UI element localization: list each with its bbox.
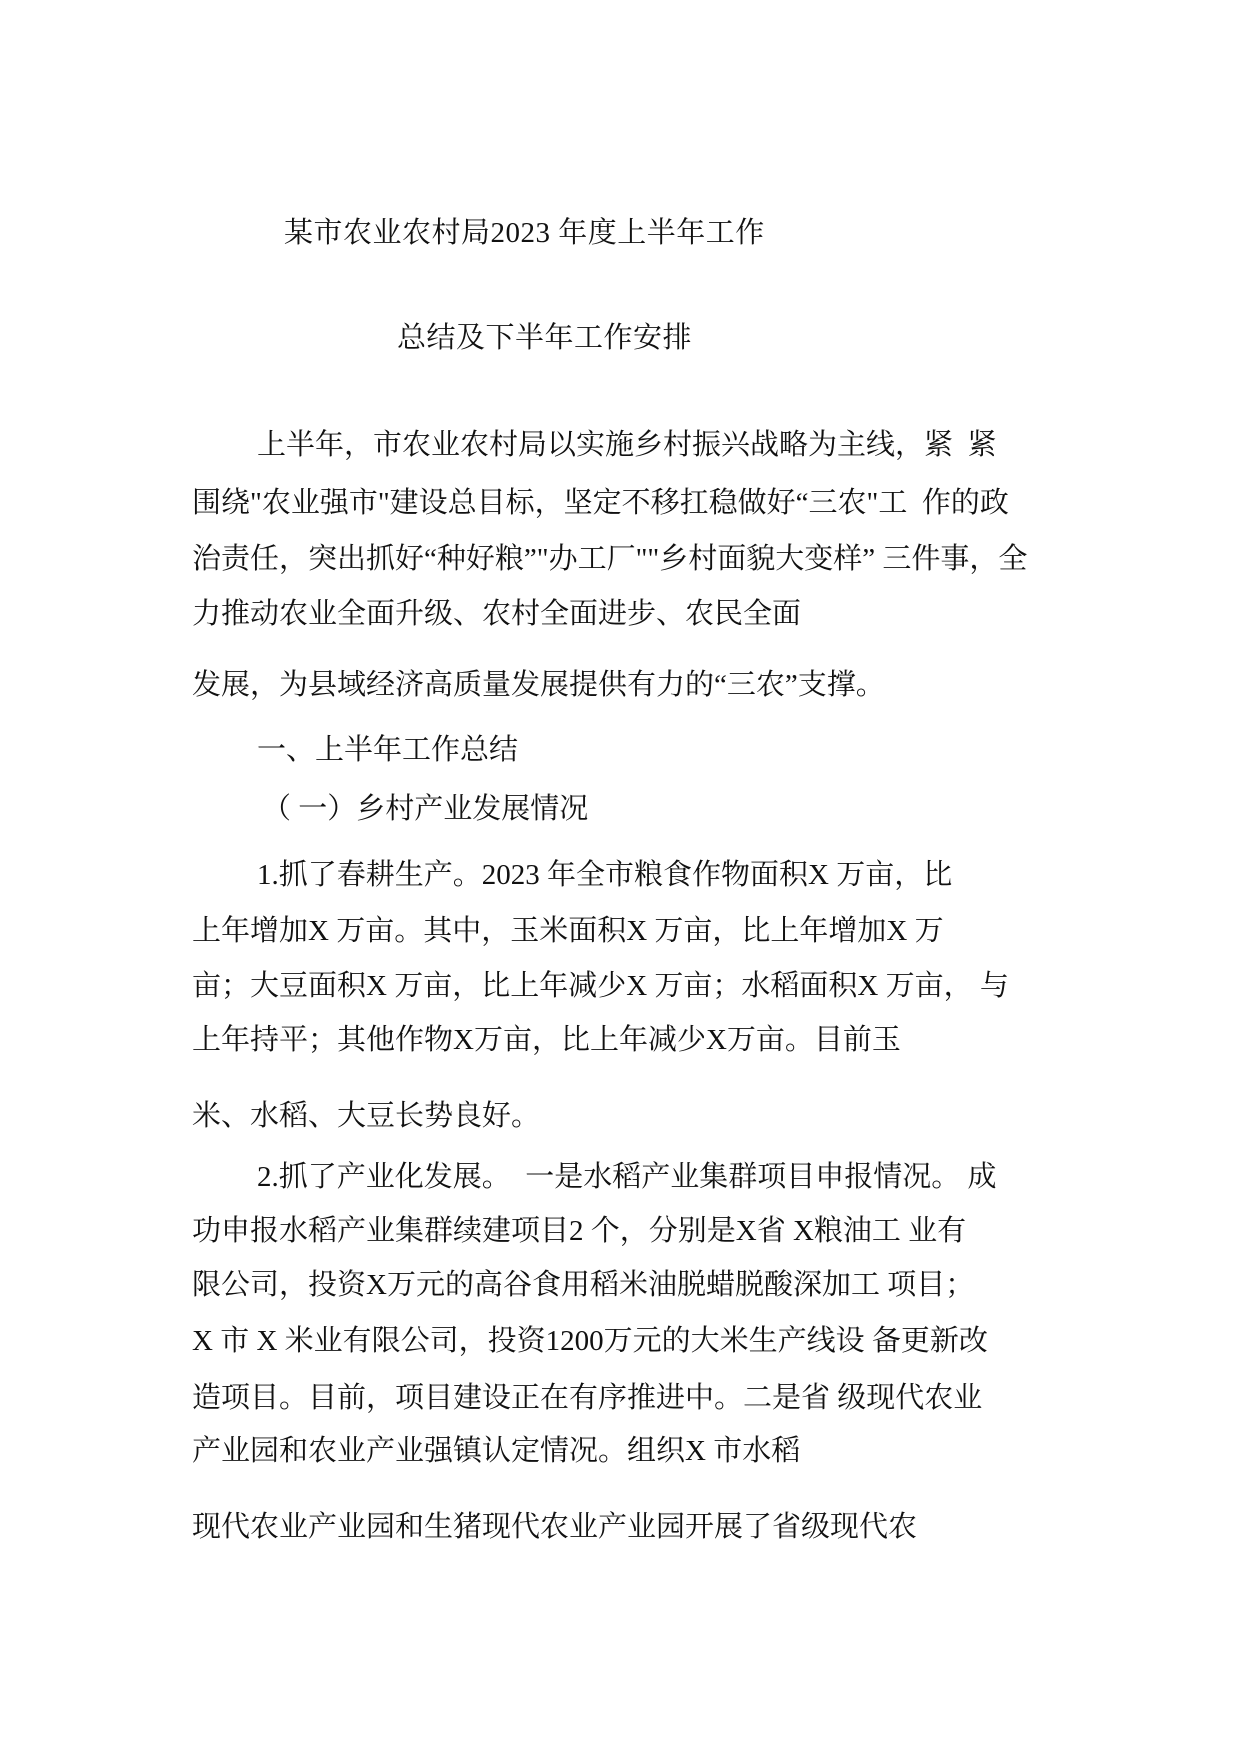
paragraph-line: X 市 X 米业有限公司，投资1200万元的大米生产线设 备更新改 — [192, 1325, 988, 1357]
paragraph-line: 围绕"农业强市"建设总目标，坚定不移扛稳做好“三农"工 作的政 — [192, 487, 1009, 519]
paragraph-line: 现代农业产业园和生猪现代农业产业园开展了省级现代农 — [192, 1511, 918, 1543]
section-heading: 一、上半年工作总结 — [257, 734, 519, 766]
paragraph-line: 治责任，突出抓好“种好粮”"办工厂""乡村面貌大变样” 三件事，全 — [192, 543, 1028, 575]
paragraph-line: 1.抓了春耕生产。2023 年全市粮食作物面积X 万亩，比 — [257, 859, 953, 891]
paragraph-line: 发展，为县域经济高质量发展提供有力的“三农”支撑。 — [192, 669, 885, 701]
paragraph-line: 力推动农业全面升级、农村全面进步、农民全面 — [192, 598, 802, 630]
document-title-line-1: 某市农业农村局2023 年度上半年工作 — [284, 217, 765, 249]
paragraph-line: 米、水稻、大豆长势良好。 — [192, 1100, 541, 1132]
paragraph-line: 造项目。目前，项目建设正在有序推进中。二是省 级现代农业 — [192, 1382, 983, 1414]
paragraph-line: 亩；大豆面积X 万亩，比上年减少X 万亩；水稻面积X 万亩， 与 — [192, 970, 1009, 1002]
paragraph-line: 上年持平；其他作物X万亩，比上年减少X万亩。目前玉 — [192, 1024, 901, 1056]
paragraph-line: 功申报水稻产业集群续建项目2 个，分别是X省 X粮油工 业有 — [192, 1215, 967, 1247]
paragraph-line: 上年增加X 万亩。其中，玉米面积X 万亩，比上年增加X 万 — [192, 915, 944, 947]
document-title-line-2: 总结及下半年工作安排 — [397, 322, 693, 354]
paragraph-line: 2.抓了产业化发展。 一是水稻产业集群项目申报情况。 成 — [257, 1161, 997, 1193]
paragraph-line: 产业园和农业产业强镇认定情况。组织X 市水稻 — [192, 1435, 801, 1467]
paragraph-line: 限公司，投资X万元的高谷食用稻米油脱蜡脱酸深加工 项目； — [192, 1269, 975, 1301]
subsection-heading: （ 一）乡村产业发展情况 — [262, 793, 589, 825]
paragraph-line: 上半年，市农业农村局以实施乡村振兴战略为主线，紧 紧 — [257, 429, 997, 461]
